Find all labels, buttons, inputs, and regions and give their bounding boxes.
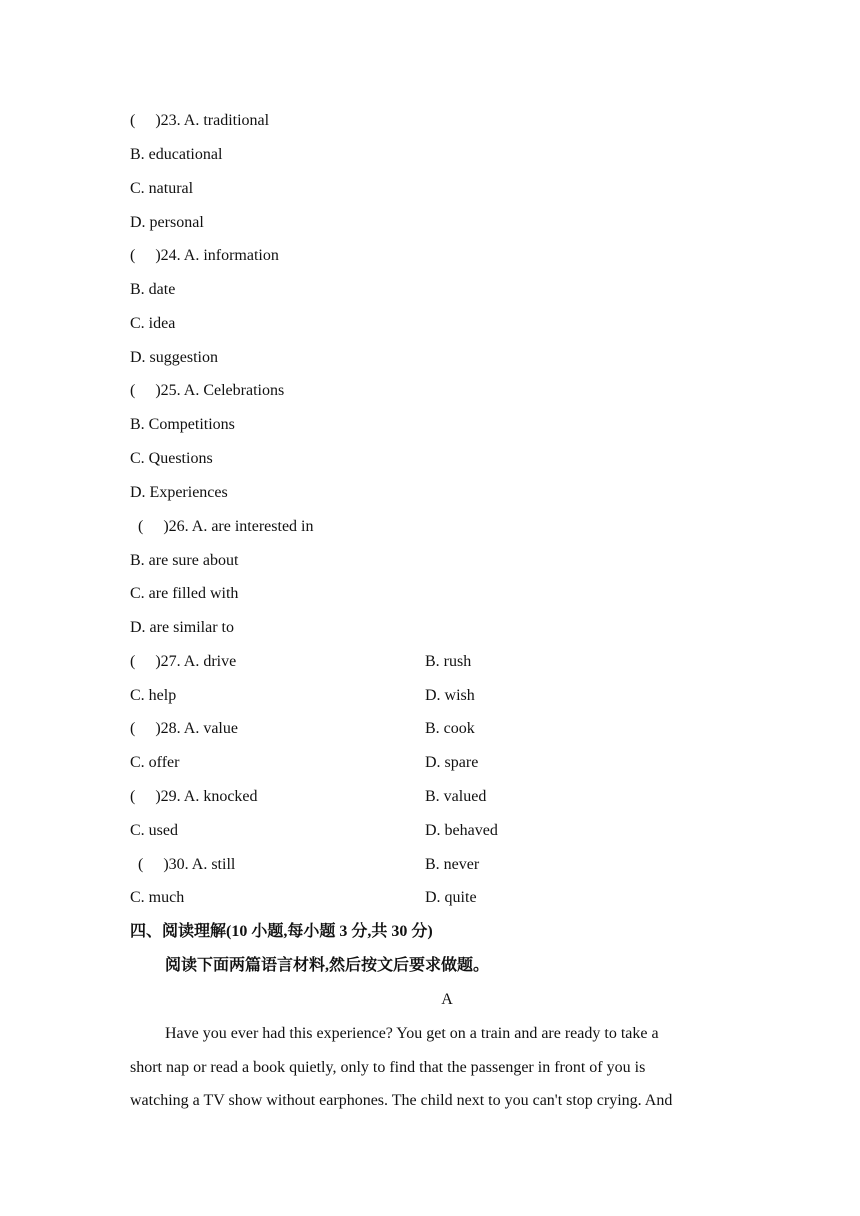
- q25-option-d: D. Experiences: [130, 484, 228, 501]
- q27-stem: ( )27. A. drive: [130, 653, 237, 670]
- q25-option-b: B. Competitions: [130, 416, 235, 433]
- q24-stem: ( )24. A. information: [130, 247, 279, 264]
- q27-option-b: B. rush: [425, 653, 472, 670]
- q30-option-d: D. quite: [425, 889, 477, 906]
- section-title: 四、阅读理解(10 小题,每小题 3 分,共 30 分): [130, 923, 433, 940]
- q29-option-b: B. valued: [425, 788, 487, 805]
- q27-option-d: D. wish: [425, 687, 475, 704]
- q28-option-b: B. cook: [425, 720, 475, 737]
- q23-stem: ( )23. A. traditional: [130, 112, 270, 129]
- q30-option-b: B. never: [425, 856, 480, 873]
- q28-stem: ( )28. A. value: [130, 720, 238, 737]
- q29-option-c: C. used: [130, 822, 178, 839]
- q26-option-c: C. are filled with: [130, 585, 239, 602]
- q28-option-d: D. spare: [425, 754, 479, 771]
- passage-line: short nap or read a book quietly, only to find that the passenger in front of you is: [130, 1059, 646, 1076]
- q24-option-b: B. date: [130, 281, 176, 298]
- q23-option-d: D. personal: [130, 214, 204, 231]
- q30-stem: ( )30. A. still: [130, 856, 236, 873]
- section-instruction: 阅读下面两篇语言材料,然后按文后要求做题。: [165, 957, 490, 974]
- q26-option-b: B. are sure about: [130, 552, 239, 569]
- q26-stem: ( )26. A. are interested in: [130, 518, 314, 535]
- q29-stem: ( )29. A. knocked: [130, 788, 258, 805]
- q24-option-d: D. suggestion: [130, 349, 218, 366]
- q28-option-c: C. offer: [130, 754, 180, 771]
- q25-option-c: C. Questions: [130, 450, 213, 467]
- q23-option-c: C. natural: [130, 180, 194, 197]
- passage-line: Have you ever had this experience? You get on a train and are ready to take a: [165, 1025, 659, 1042]
- q23-option-b: B. educational: [130, 146, 223, 163]
- q30-option-c: C. much: [130, 889, 185, 906]
- q27-option-c: C. help: [130, 687, 177, 704]
- q26-option-d: D. are similar to: [130, 619, 234, 636]
- passage-line: watching a TV show without earphones. The child next to you can't stop crying. And: [130, 1092, 673, 1109]
- q25-stem: ( )25. A. Celebrations: [130, 382, 285, 399]
- q24-option-c: C. idea: [130, 315, 176, 332]
- passage-label: A: [441, 991, 453, 1008]
- q29-option-d: D. behaved: [425, 822, 498, 839]
